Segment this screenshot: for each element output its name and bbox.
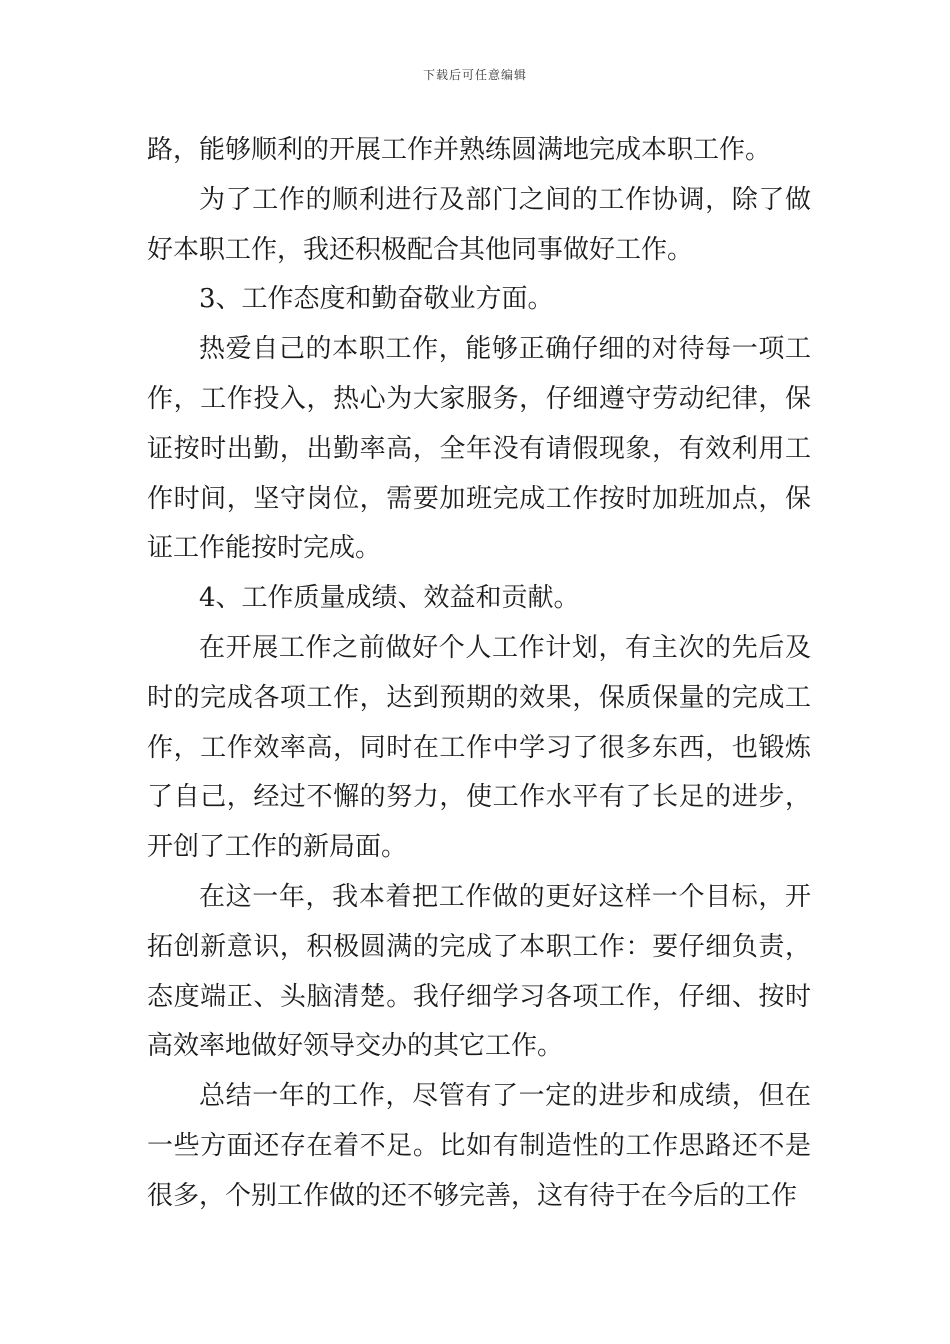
paragraph-year-review: 在这一年，我本着把工作做的更好这样一个目标，开拓创新意识，积极圆满的完成了本职工作：要仔细负责，态度端正、头脑清楚。我仔细学习各项工作，仔细、按时高效率地做好领导交办的其它工作。 [147, 881, 811, 1062]
body-text [147, 126, 811, 1222]
paragraph-continuation: 路，能够顺利的开展工作并熟练圆满地完成本职工作。 [147, 135, 772, 165]
paragraph-coordination: 为了工作的顺利进行及部门之间的工作协调，除了做好本职工作，我还积极配合其他同事做好工作。 [147, 184, 811, 265]
section-heading-quality: 4、工作质量成绩、效益和贡献。 [199, 583, 580, 614]
section-heading-attitude: 3、工作态度和勤奋敬业方面。 [199, 284, 554, 315]
paragraph-quality: 在开展工作之前做好个人工作计划，有主次的先后及时的完成各项工作，达到预期的效果，保质保量的完成工作，工作效率高，同时在工作中学习了很多东西，也锻炼了自己，经过不懈的努力，使工作水平有了长足的进步，开创了工作的新局面。 [147, 632, 811, 863]
paragraph-summary: 总结一年的工作，尽管有了一定的进步和成绩，但在一些方面还存在着不足。比如有制造性的工作思路还不是很多，个别工作做的还不够完善，这有待于在今后的工作 [147, 1081, 811, 1211]
paragraph-attitude: 热爱自己的本职工作，能够正确仔细的对待每一项工作，工作投入，热心为大家服务，仔细遵守劳动纪律，保证按时出勤，出勤率高，全年没有请假现象，有效利用工作时间，坚守岗位，需要加班完成工作按时加班加点，保证工作能按时完成。 [147, 334, 811, 564]
header-note: 下载后可任意编辑 [422, 68, 527, 82]
